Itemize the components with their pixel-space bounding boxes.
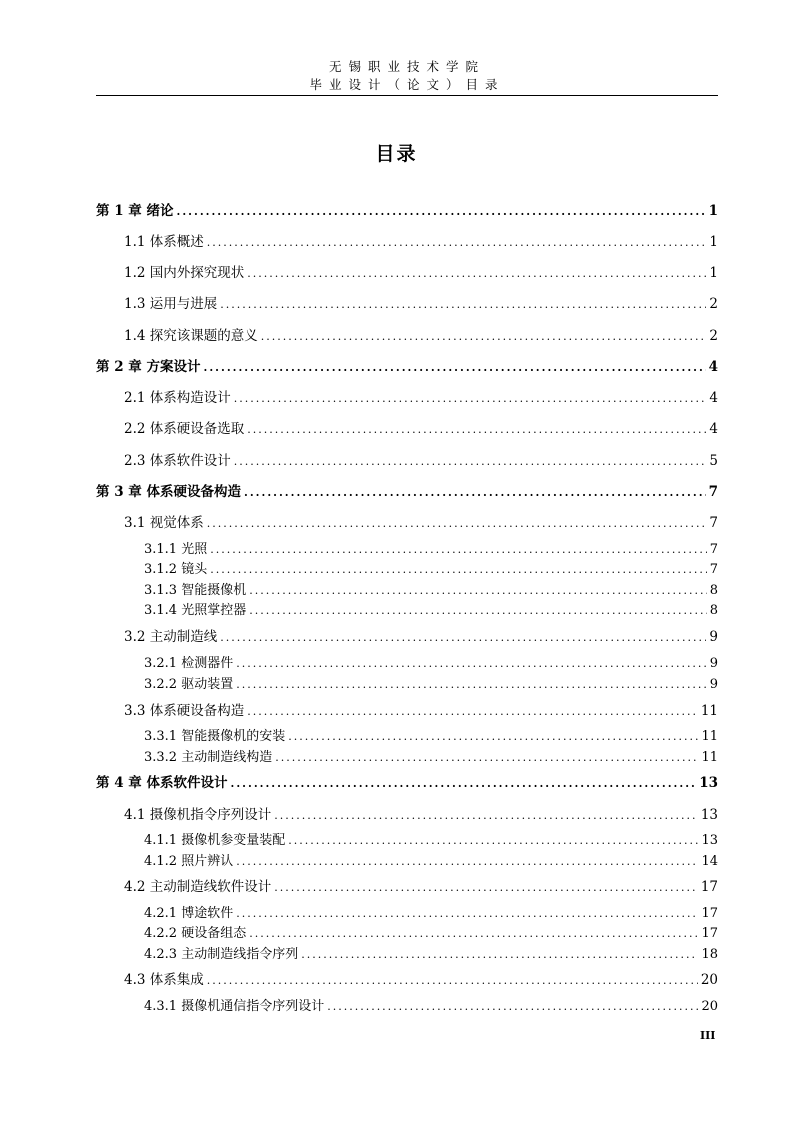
toc-entry-label: 4.2.1 博途软件 [144,906,234,921]
leader-dots [207,236,707,249]
toc-entry-label: 4.2.2 硬设备组态 [144,926,247,941]
toc-entry-subsection[interactable] [144,902,718,921]
leader-dots [236,678,707,691]
toc-entry-label: 4.1.1 摄像机参变量装配 [144,833,286,848]
toc-entry-section[interactable] [124,292,718,312]
toc-entry-subsection[interactable] [144,943,718,962]
leader-dots [234,392,707,405]
leader-dots [249,604,707,617]
page-header [96,58,718,94]
leader-dots [210,563,707,576]
toc-entry-label: 3.1.3 智能摄像机 [144,583,247,598]
toc-entry-section[interactable] [124,803,718,823]
toc-entry-page: 2 [709,328,718,344]
toc-entry-label: 3.3.1 智能摄像机的安装 [144,729,286,744]
toc-entry-label: 1.2 国内外探究现状 [124,265,245,281]
toc-entry-page: 20 [700,972,718,988]
toc-entry-label: 4.1 摄像机指令序列设计 [124,807,272,823]
toc-entry-label: 第 1 章 绪论 [96,203,174,219]
leader-dots [220,631,706,644]
page-number: III [700,1029,716,1042]
toc-entry-label: 3.1.1 光照 [144,542,208,557]
toc-entry-subsection[interactable] [144,922,718,941]
toc-entry-chapter-1[interactable] [96,199,718,219]
toc-entry-section[interactable] [124,417,718,437]
toc-entry-label: 1.4 探究该课题的意义 [124,328,258,344]
leader-dots [274,809,698,822]
toc-entry-section[interactable] [124,386,718,406]
toc-entry-page: 11 [700,703,718,719]
toc-title: 目录 [375,143,418,165]
leader-dots [247,267,706,280]
toc-entry-page: 17 [701,906,718,921]
toc-entry-section[interactable] [124,968,718,988]
leader-dots [236,907,698,920]
leader-dots [177,205,706,218]
toc-entry-page: 17 [701,926,718,941]
toc-entry-subsection[interactable] [144,850,718,869]
toc-entry-page: 13 [701,833,718,848]
toc-entry-page: 5 [709,453,718,469]
leader-dots [288,730,698,743]
toc-entry-page: 18 [701,947,718,962]
toc-entry-page: 9 [709,677,718,692]
toc-entry-label: 3.1.2 镜头 [144,562,208,577]
toc-entry-page: 20 [701,999,718,1014]
toc-entry-label: 1.1 体系概述 [124,234,204,250]
leader-dots [301,948,698,961]
toc-entry-label: 第 2 章 方案设计 [96,359,201,375]
leader-dots [210,543,707,556]
toc-entry-page: 8 [709,603,718,618]
toc-entry-subsection[interactable] [144,599,718,618]
toc-entry-section[interactable] [124,625,718,645]
toc-entry-subsection[interactable] [144,538,718,557]
toc-entry-label: 4.2.3 主动制造线指令序列 [144,947,299,962]
toc-entry-page: 9 [709,629,718,645]
leader-dots [247,705,698,718]
toc-entry-page: 13 [700,807,718,823]
toc-entry-label: 第 4 章 体系软件设计 [96,775,228,791]
leader-dots [236,657,707,670]
leader-dots [236,855,698,868]
leader-dots [234,455,707,468]
toc-entry-section[interactable] [124,230,718,250]
toc-entry-chapter-4[interactable] [96,771,718,791]
toc-entry-subsection[interactable] [144,673,718,692]
leader-dots [249,584,707,597]
toc-entry-page: 14 [701,854,718,869]
leader-dots [244,486,706,499]
toc-entry-subsection[interactable] [144,746,718,765]
header-subtitle: 毕业设计（论文）目录 [309,77,505,92]
toc-entry-section[interactable] [124,449,718,469]
leader-dots [274,881,698,894]
toc-entry-label: 3.2.1 检测器件 [144,656,234,671]
toc-entry-subsection[interactable] [144,652,718,671]
toc-entry-label: 1.3 运用与进展 [124,296,218,312]
leader-dots [231,777,697,790]
toc-entry-page: 1 [709,234,718,250]
leader-dots [207,974,698,987]
toc-entry-label: 3.1.4 光照掌控器 [144,603,247,618]
toc-entry-label: 3.1 视觉体系 [124,515,204,531]
toc-entry-section[interactable] [124,511,718,531]
toc-entry-chapter-2[interactable] [96,355,718,375]
toc-entry-page: 4 [709,390,718,406]
toc-entry-subsection[interactable] [144,579,718,598]
toc-entry-page: 7 [709,515,718,531]
leader-dots [204,361,706,374]
toc-entry-label: 4.3 体系集成 [124,972,204,988]
toc-entry-label: 2.3 体系软件设计 [124,453,231,469]
toc-entry-subsection[interactable] [144,558,718,577]
toc-entry-subsection[interactable] [144,725,718,744]
leader-dots [207,517,707,530]
toc-entry-page: 13 [699,775,718,791]
toc-entry-page: 11 [701,750,718,765]
school-name: 无锡职业技术学院 [328,59,485,74]
toc-entry-subsection[interactable] [144,829,718,848]
toc-entry-page: 17 [700,879,718,895]
toc-entry-page: 11 [701,729,718,744]
toc-entry-section[interactable] [124,699,718,719]
toc-entry-section[interactable] [124,324,718,344]
toc-entry-section[interactable] [124,875,718,895]
leader-dots [247,423,706,436]
toc-entry-page: 1 [708,203,718,219]
toc-entry-page: 7 [709,562,718,577]
toc-entry-page: 7 [708,484,718,500]
leader-dots [249,927,698,940]
toc-entry-label: 3.2.2 驱动装置 [144,677,234,692]
toc-entry-label: 2.1 体系构造设计 [124,390,231,406]
toc-entry-label: 3.2 主动制造线 [124,629,218,645]
toc-entry-label: 第 3 章 体系硬设备构造 [96,484,241,500]
header-rule [96,95,718,96]
leader-dots [327,1000,698,1013]
leader-dots [261,330,707,343]
toc-entry-label: 4.2 主动制造线软件设计 [124,879,272,895]
toc-entry-page: 4 [708,359,718,375]
toc-entry-subsection[interactable] [144,995,718,1014]
toc-entry-section[interactable] [124,261,718,281]
toc-entry-page: 2 [709,296,718,312]
toc-entry-page: 1 [709,265,718,281]
toc-entry-label: 4.1.2 照片辨认 [144,854,234,869]
leader-dots [288,834,698,847]
toc-entry-label: 2.2 体系硬设备选取 [124,421,245,437]
toc-entry-label: 4.3.1 摄像机通信指令序列设计 [144,999,325,1014]
toc-entry-page: 9 [709,656,718,671]
toc-entry-label: 3.3.2 主动制造线构造 [144,750,273,765]
toc-entry-page: 4 [709,421,718,437]
leader-dots [275,751,698,764]
toc-entry-page: 8 [709,583,718,598]
leader-dots [220,298,706,311]
toc-entry-page: 7 [709,542,718,557]
toc-entry-chapter-3[interactable] [96,480,718,500]
toc-entry-label: 3.3 体系硬设备构造 [124,703,245,719]
